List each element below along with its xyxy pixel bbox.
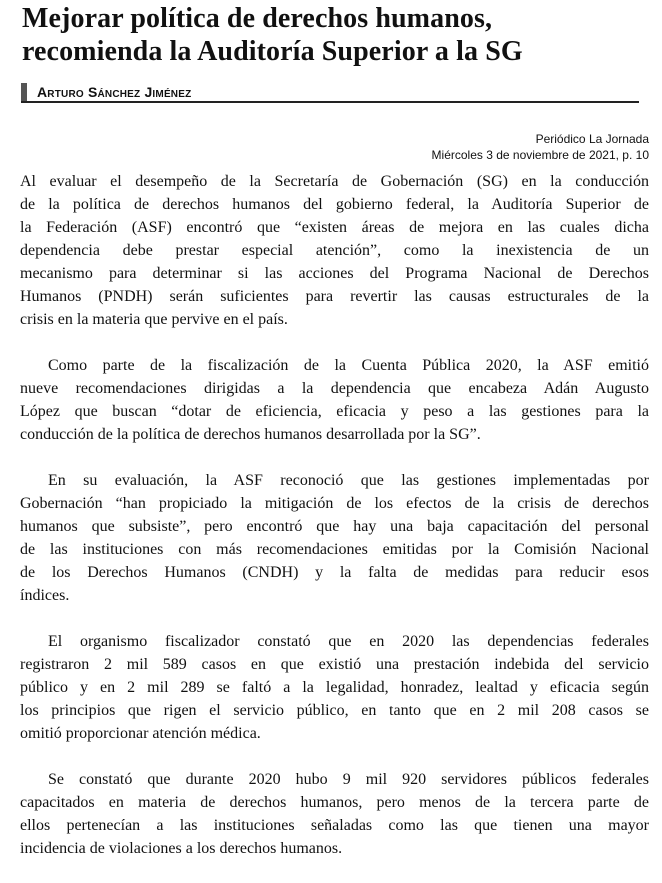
paragraph-line: registraron 2 mil 589 casos en que existió una prestación indebida del servicio (20, 656, 649, 673)
paragraph-line: Como parte de la fiscalización de la Cuenta Pública 2020, la ASF emitió (48, 357, 649, 374)
paragraph-line: omitió proporcionar atención médica. (20, 725, 261, 742)
article-title-line-1: Mejorar política de derechos humanos, (22, 3, 493, 34)
author-name: Arturo Sánchez Jiménez (37, 84, 192, 100)
paragraph-line: incidencia de violaciones a los derechos humanos. (20, 840, 343, 857)
paragraph-line: El organismo fiscalizador constató que en 2020 las dependencias federales (48, 633, 649, 650)
source-publication: Periódico La Jornada (535, 132, 649, 146)
paragraph-line: de la política de derechos humanos del gobierno federal, la Auditoría Superior de (20, 196, 649, 213)
byline-marker (21, 83, 27, 101)
article-paragraph (20, 630, 649, 745)
paragraph-line: de los Derechos Humanos (CNDH) y la falta de medidas para reducir esos (20, 564, 649, 581)
article-paragraph (20, 354, 649, 446)
article-paragraph (20, 768, 649, 860)
paragraph-line: de las instituciones con más recomendaciones emitidas por la Comisión Nacional (20, 541, 649, 558)
paragraph-line: Gobernación “han propiciado la mitigación de los efectos de la crisis de derechos (20, 495, 649, 512)
paragraph-line: Humanos (PNDH) serán suficientes para revertir las causas estructurales de la (20, 288, 649, 305)
author-byline (21, 83, 639, 103)
paragraph-line: López que buscan “dotar de eficiencia, eficacia y peso a las gestiones para la (20, 403, 649, 420)
paragraph-line: mecanismo para determinar si las acciones del Programa Nacional de Derechos (20, 265, 649, 282)
paragraph-line: índices. (20, 587, 70, 604)
article-title (22, 2, 652, 68)
paragraph-line: la Federación (ASF) encontró que “existen áreas de mejora en las cuales dicha (20, 219, 649, 236)
paragraph-line: Al evaluar el desempeño de la Secretaría de Gobernación (SG) en la conducción (20, 173, 649, 190)
paragraph-line: conducción de la política de derechos humanos desarrollada por la SG”. (20, 426, 481, 443)
paragraph-line: capacitados en materia de derechos humanos, pero menos de la tercera parte de (20, 794, 649, 811)
article-paragraph (20, 170, 649, 331)
article-paragraph (20, 469, 649, 607)
paragraph-line: En su evaluación, la ASF reconoció que las gestiones implementadas por (48, 472, 649, 489)
source-date-page: Miércoles 3 de noviembre de 2021, p. 10 (431, 148, 649, 162)
paragraph-line: ellos pertenecían a las instituciones señaladas como las que tienen una mayor (20, 817, 649, 834)
paragraph-line: Se constató que durante 2020 hubo 9 mil 920 servidores públicos federales (48, 771, 649, 788)
paragraph-line: humanos que subsiste”, pero encontró que hay una baja capacitación del personal (20, 518, 649, 535)
article-title-line-2: recomienda la Auditoría Superior a la SG (22, 36, 523, 67)
paragraph-line: nueve recomendaciones dirigidas a la dependencia que encabeza Adán Augusto (20, 380, 649, 397)
article-body (20, 170, 649, 883)
paragraph-line: público y en 2 mil 289 se faltó a la legalidad, honradez, lealtad y eficacia según (20, 679, 649, 696)
paragraph-line: los principios que rigen el servicio público, en tanto que en 2 mil 208 casos se (20, 702, 649, 719)
paragraph-line: dependencia debe prestar especial atención”, como la inexistencia de un (20, 242, 649, 259)
source-info (432, 131, 649, 163)
paragraph-line: crisis en la materia que pervive en el país. (20, 311, 288, 328)
